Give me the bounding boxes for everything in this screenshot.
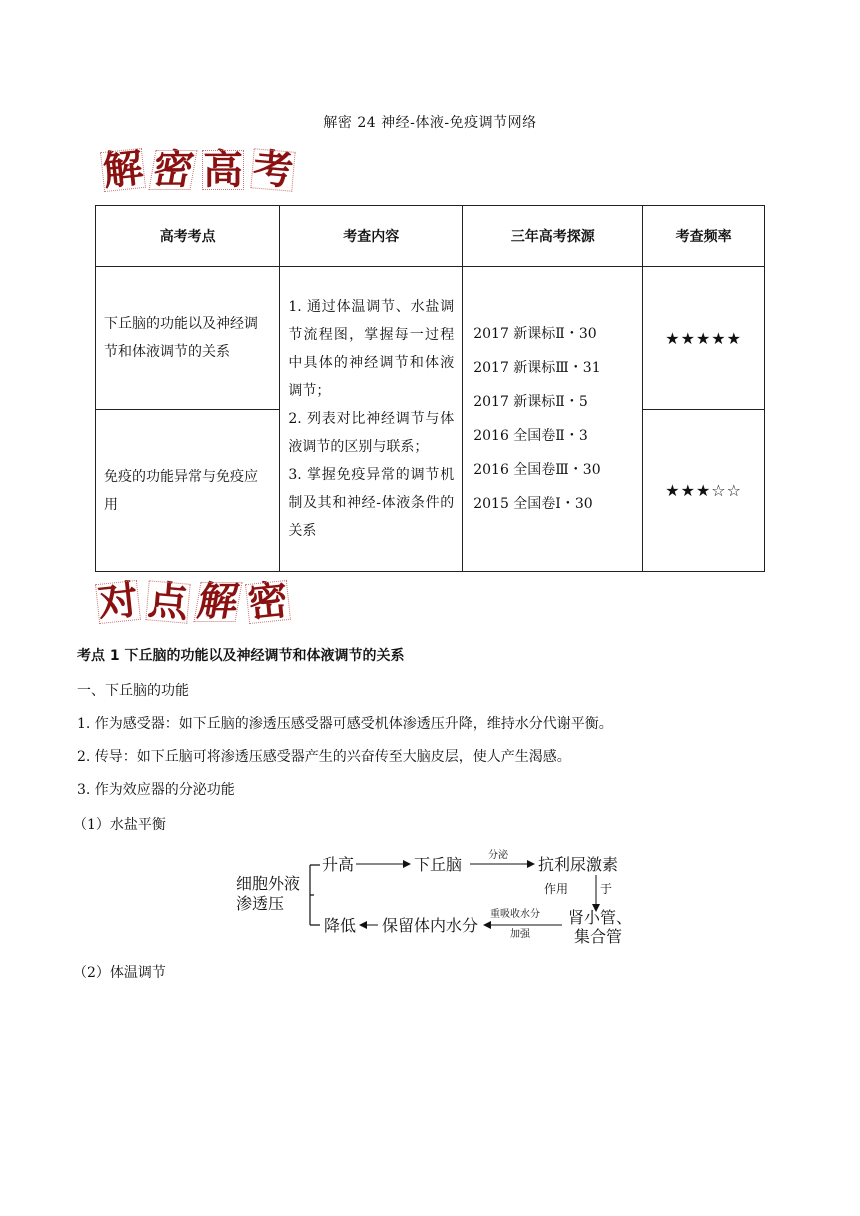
source-item: 2017 新课标Ⅲ・31 [473,360,601,376]
banner-duidian-jiemi [95,576,291,627]
flow-up: 升高 [322,855,355,874]
banner-char: 对 [93,578,143,627]
flow-act-label: 作用 [544,882,569,896]
flow-source-line1: 细胞外液 [236,874,301,893]
source-item: 2016 全国卷Ⅱ・3 [473,428,588,444]
banner-char: 解 [191,580,245,624]
subheading-temperature: （2）体温调节 [73,965,166,981]
flow-retain: 保留体内水分 [382,916,479,935]
header-cell: 考查内容 [280,206,463,267]
flow-kidney-line2: 集合管 [574,927,623,945]
flow-kidney-line1: 肾小管、 [568,908,633,927]
source-item: 2017 新课标Ⅱ・5 [473,394,588,410]
water-salt-flowchart [232,845,652,945]
source-item: 2017 新课标Ⅱ・30 [473,326,597,342]
flow-bracket [310,865,320,925]
banner-char: 高 [200,148,246,192]
flow-adh: 抗利尿激素 [538,855,619,874]
table-header-row [96,206,765,267]
content-cell [280,267,463,572]
kaodian-cell: 免疫的功能异常与免疫应用 [96,410,280,572]
header-cell: 高考考点 [96,206,280,267]
kaodian-heading: 考点 1 下丘脑的功能以及神经调节和体液调节的关系 [77,648,405,664]
flow-reabsorb-label: 重吸收水分 [490,909,540,920]
paragraph: 2. 传导：如下丘脑可将渗透压感受器产生的兴奋传至大脑皮层，使人产生渴感。 [77,749,571,765]
paragraph: 3. 作为效应器的分泌功能 [77,782,235,798]
flow-act-label2: 于 [600,882,613,896]
banner-jiemi-gaokao [100,144,296,195]
frequency-stars: ★★★☆☆ [643,410,765,572]
subheading-water-salt: （1）水盐平衡 [73,817,166,833]
banner-char: 点 [143,578,193,626]
content-item: 1. 通过体温调节、水盐调节流程图，掌握每一过程中具体的神经调节和体液调节； [288,299,455,399]
header-cell: 考查频率 [643,206,765,267]
source-item: 2015 全国卷Ⅰ・30 [473,496,593,512]
header-cell: 三年高考探源 [463,206,643,267]
kaodian-cell: 下丘脑的功能以及神经调节和体液调节的关系 [96,267,280,410]
banner-char: 密 [243,578,293,627]
flow-source-line2: 渗透压 [236,894,285,913]
frequency-stars: ★★★★★ [643,267,765,410]
paragraph: 1. 作为感受器：如下丘脑的渗透压感受器可感受机体渗透压升降，维持水分代谢平衡。 [77,716,613,732]
document-title: 解密 24 神经-体液-免疫调节网络 [323,115,537,131]
flow-hypothalamus: 下丘脑 [414,855,463,874]
sources-cell [463,267,643,572]
content-item: 2. 列表对比神经调节与体液调节的区别与联系； [288,411,455,455]
table-row [96,267,765,410]
flow-down: 降低 [324,916,357,935]
banner-char: 考 [248,146,298,194]
content-item: 3. 掌握免疫异常的调节机制及其和神经-体液条件的关系 [288,467,455,539]
summary-table [95,205,765,572]
section-heading: 一、下丘脑的功能 [77,683,189,699]
flow-enhance-label: 加强 [510,929,530,940]
flow-secrete-label: 分泌 [488,850,508,861]
banner-char: 密 [146,148,200,192]
source-item: 2016 全国卷Ⅲ・30 [473,462,601,478]
banner-char: 解 [98,146,148,195]
